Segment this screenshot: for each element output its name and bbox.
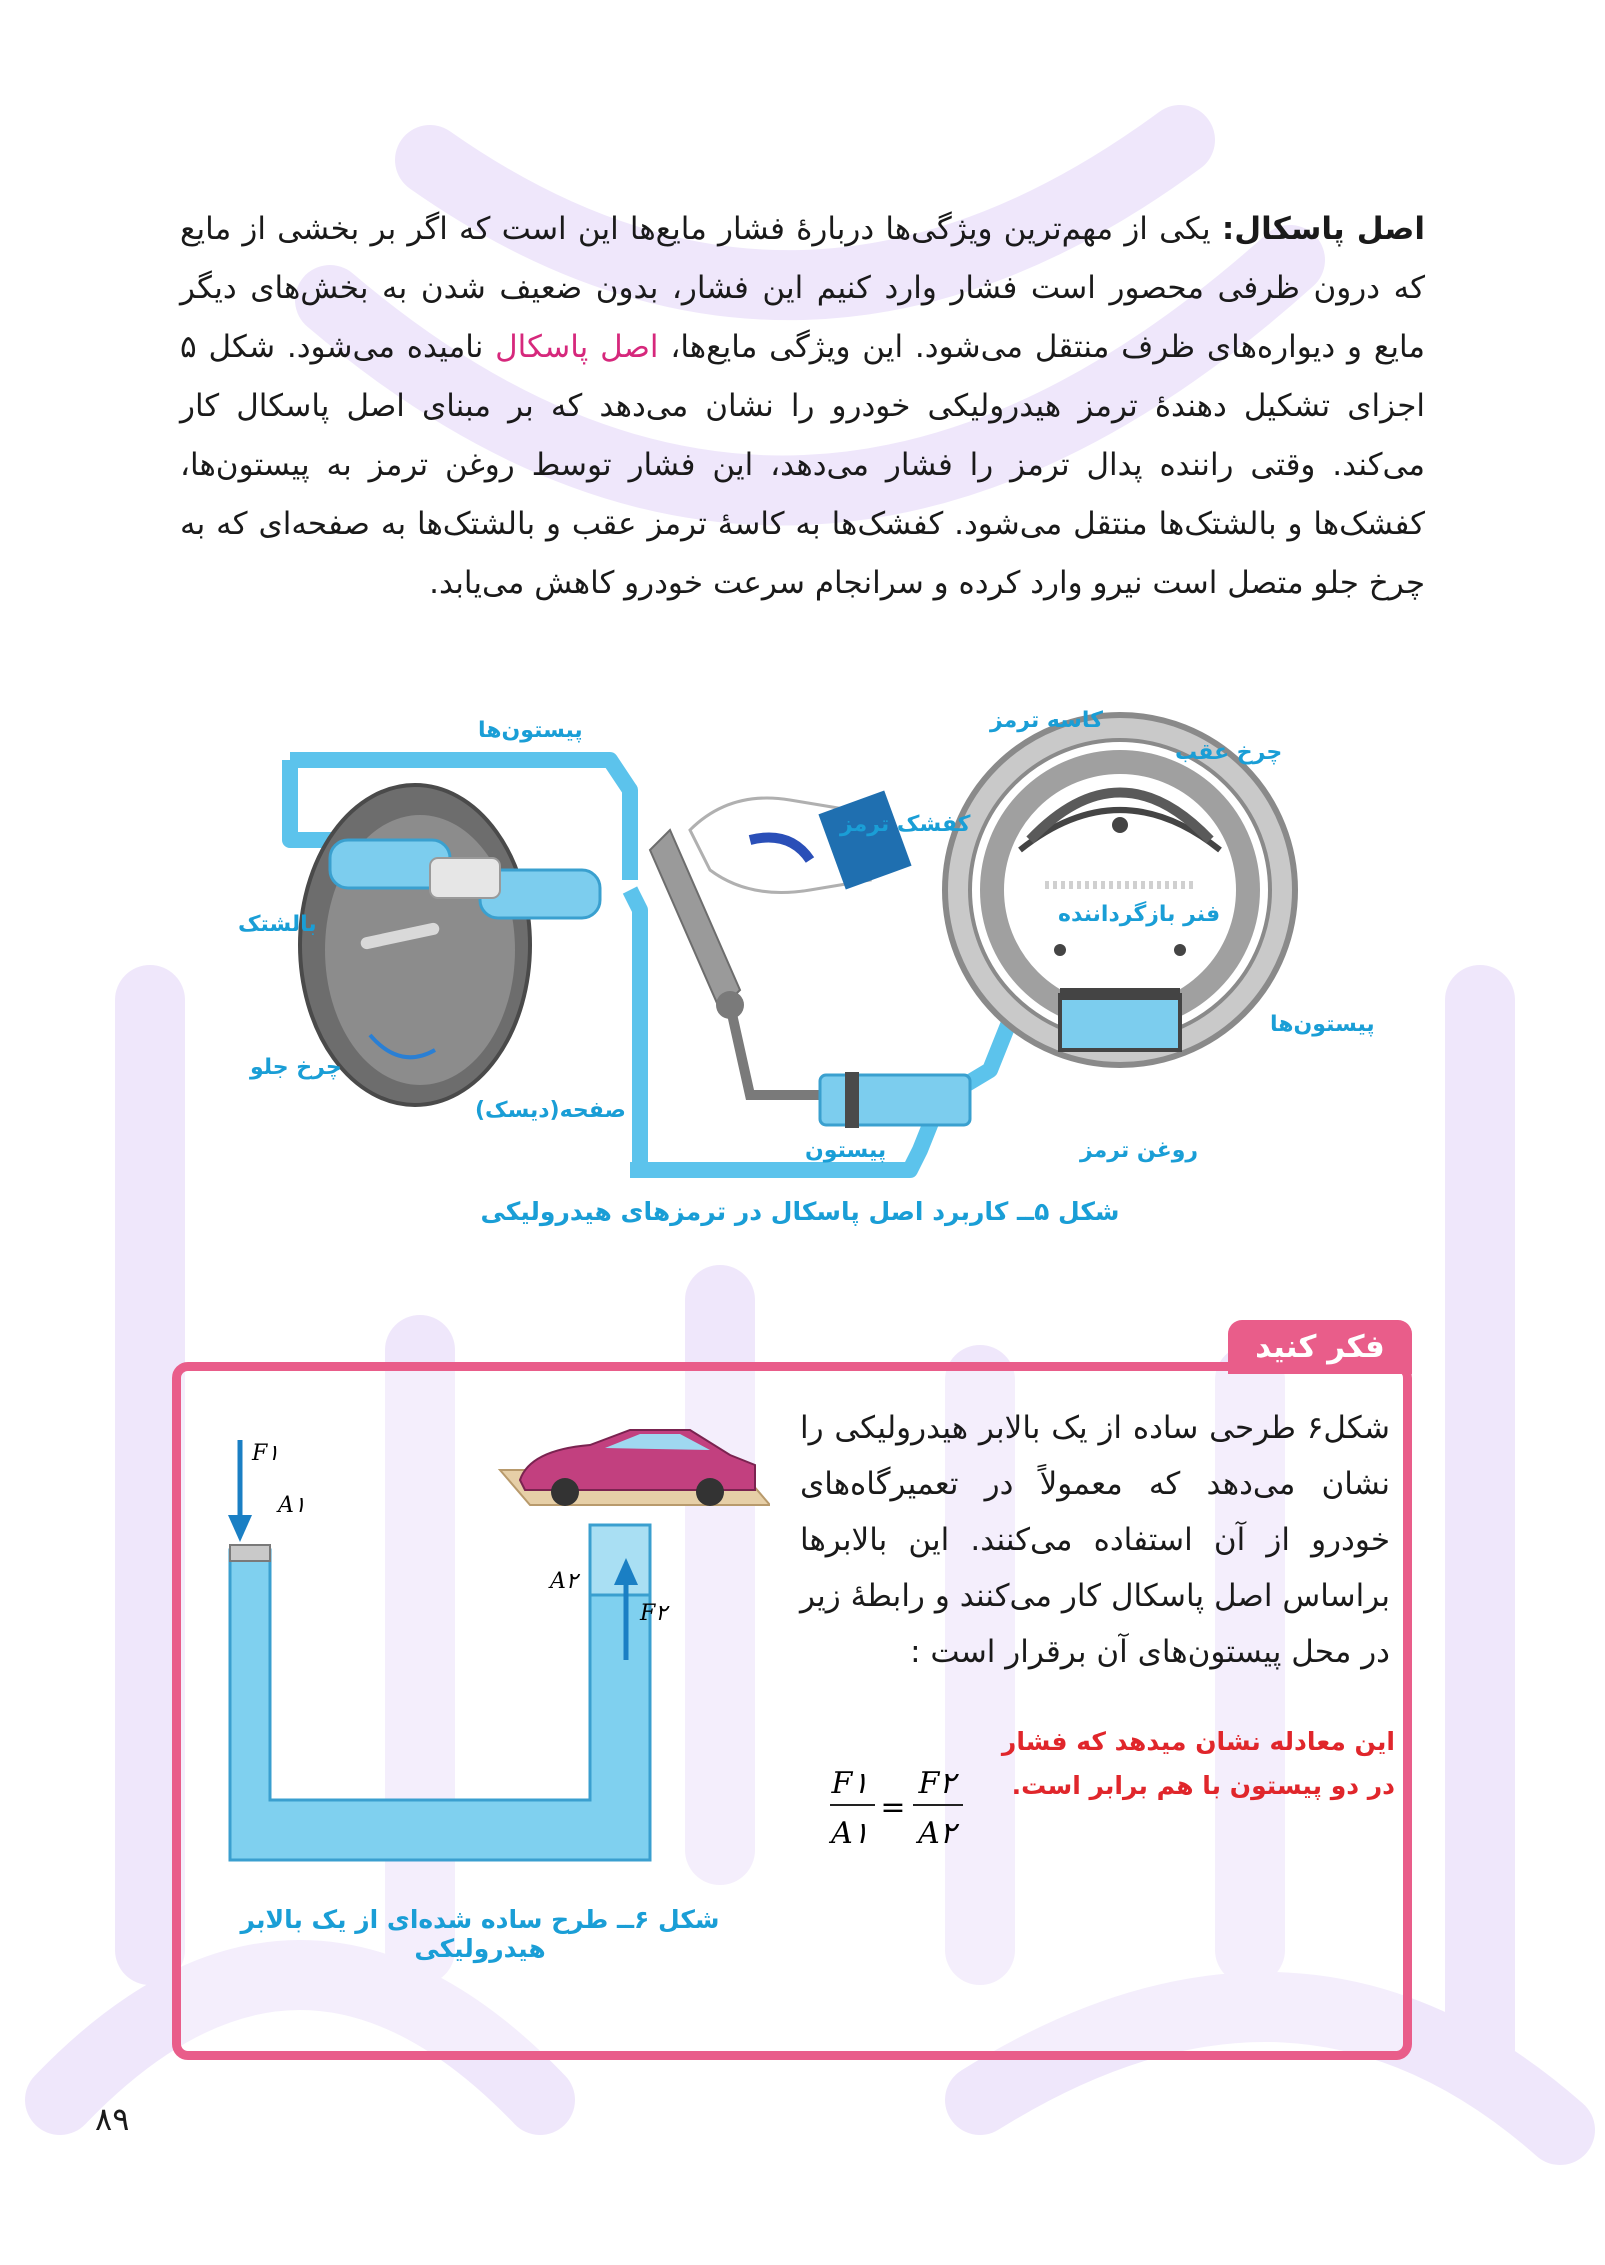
label-brake-oil: روغن ترمز bbox=[1080, 1138, 1199, 1163]
label-pistons-left: پیستون‌ها bbox=[478, 718, 583, 743]
formula-eq: = bbox=[880, 1790, 906, 1825]
label-front-wheel: چرخ جلو bbox=[250, 1055, 342, 1080]
formula-f2: F۲ bbox=[918, 1766, 956, 1801]
fig6-f1: F۱ bbox=[252, 1441, 280, 1466]
label-disc: صفحه(دیسک) bbox=[475, 1098, 626, 1123]
paragraph-highlight: اصل پاسکال bbox=[495, 329, 659, 365]
page-number: ۸۹ bbox=[95, 2100, 130, 2138]
figure5-caption: شکل ۵ــ کاربرد اصل پاسکال در ترمزهای هیدرولیکی bbox=[480, 1197, 1120, 1226]
formula-f1: F۱ bbox=[831, 1766, 869, 1801]
label-rear-wheel: چرخ عقب bbox=[1175, 740, 1283, 765]
think-tab: فکر کنید bbox=[1228, 1320, 1412, 1374]
hydraulic-lift-diagram bbox=[210, 1420, 770, 1890]
think-text: شکل۶ طرحی ساده از یک بالابر هیدرولیکی را نشان می‌دهد که معمولاً در تعمیرگاه‌های خودرو از آن استفاده می‌کنند. این بالابرها براساس اصل پاسکال کار می‌کنند و رابطهٔ زیر در محل پیستون‌های آن برقرار است : bbox=[800, 1410, 1390, 1670]
label-piston: پیستون bbox=[805, 1138, 887, 1163]
paragraph-text-part2: نامیده می‌شود. شکل ۵ اجزای تشکیل دهندهٔ ترمز هیدرولیکی خودرو را نشان می‌دهد که بر مبنای اصل پاسکال کار می‌کند. وقتی راننده پدال ترمز را فشار می‌دهد، این فشار توسط روغن ترمز به پیستون‌ها، کفشک‌ها و بالشتک‌ها منتقل می‌شود. کفشک‌ها به کاسهٔ ترمز عقب و بالشتک‌ها به صفحه‌ای که به چرخ جلو متصل است نیرو وارد کرده و سرانجام سرعت خودرو کاهش می‌یابد. bbox=[180, 329, 1425, 601]
label-brake-drum: کاسه ترمز bbox=[990, 708, 1103, 733]
formula-a2: A۲ bbox=[918, 1816, 956, 1851]
paragraph-title: اصل پاسکال: bbox=[1221, 211, 1425, 247]
pascal-formula bbox=[825, 1745, 975, 1865]
fig6-a1: A۱ bbox=[278, 1493, 306, 1518]
paragraph-text-part1: یکی از مهم‌ترین ویژگی‌ها دربارهٔ فشار مایع‌ها این است که اگر بر بخشی از مایع که درون ظرفی محصور است فشار وارد کنیم این فشار، بدون ضعیف شدن به بخش‌های دیگر مایع و دیواره‌های ظرف منتقل می‌شود. این ویژگی مایع‌ها، bbox=[180, 211, 1425, 365]
hydraulic-brake-diagram bbox=[230, 690, 1390, 1250]
label-brake-shoe: کفشک ترمز bbox=[840, 812, 971, 837]
figure6-caption: شکل ۶ــ طرح ساده شده‌ای از یک بالابر هیدرولیکی bbox=[240, 1905, 720, 1963]
intro-paragraph bbox=[180, 200, 1425, 613]
label-pad: بالشتک bbox=[238, 912, 317, 937]
label-return-spring: فنر بازگرداننده bbox=[1058, 902, 1221, 927]
fig6-a2: A۲ bbox=[550, 1569, 578, 1594]
red-note: این معادله نشان میدهد که فشار در دو پیستون با هم برابر است. bbox=[1001, 1727, 1395, 1800]
label-pistons-right: پیستون‌ها bbox=[1270, 1012, 1375, 1037]
formula-a1: A۱ bbox=[831, 1816, 869, 1851]
fig6-f2: F۲ bbox=[640, 1601, 668, 1626]
